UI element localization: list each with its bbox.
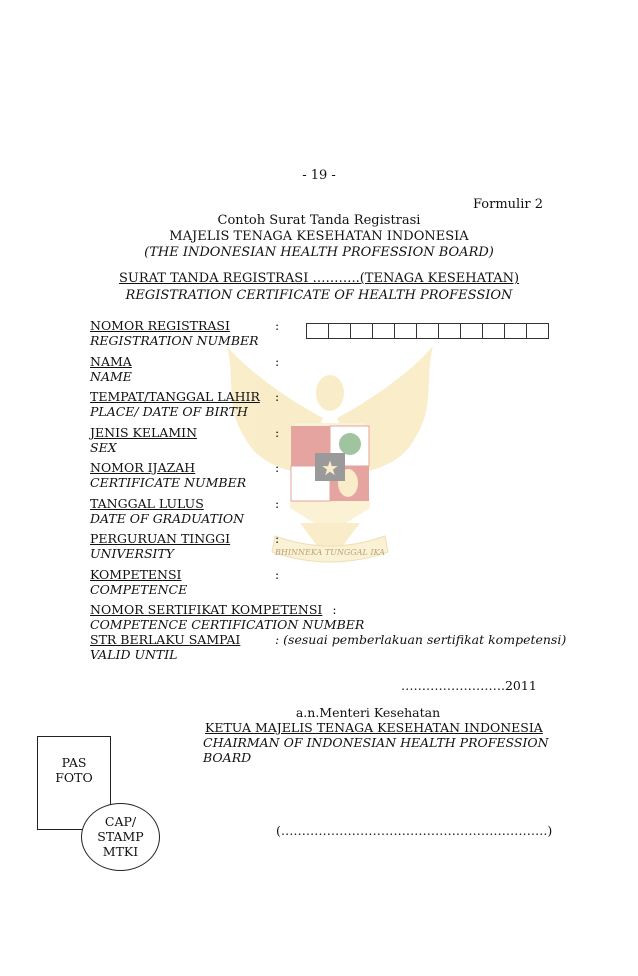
- digit-box[interactable]: [482, 323, 505, 339]
- digit-box[interactable]: [328, 323, 351, 339]
- photo-label-1: PAS: [61, 755, 87, 770]
- field-label: NOMOR IJAZAH: [90, 460, 196, 475]
- field-label: TEMPAT/TANGGAL LAHIR: [90, 389, 260, 404]
- field-colon: :: [275, 425, 280, 440]
- field-label: TANGGAL LULUS: [90, 496, 204, 511]
- field-label-en: COMPETENCE: [90, 582, 188, 597]
- field-colon: :: [275, 531, 280, 546]
- stamp-circle: [81, 803, 160, 871]
- certificate-title-en: REGISTRATION CERTIFICATE OF HEALTH PROFESSION: [125, 288, 513, 303]
- signatory-title-en-1: CHAIRMAN OF INDONESIAN HEALTH PROFESSION: [203, 735, 549, 750]
- field-label: PERGURUAN TINGGI: [90, 531, 231, 546]
- digit-box[interactable]: [504, 323, 527, 339]
- on-behalf: a.n.Menteri Kesehatan: [295, 705, 441, 720]
- field-label-en: SEX: [90, 440, 117, 455]
- validity-value: : (sesuai pemberlakuan sertifikat kompetensi): [275, 632, 567, 647]
- garuda-emblem-watermark: [205, 338, 455, 578]
- banyan-tree: [339, 433, 361, 455]
- date-line: …………………….2011: [401, 678, 537, 693]
- eagle-head: [316, 375, 344, 411]
- emblem-motto: BHINNEKA TUNGGAL IKA: [275, 548, 385, 557]
- digit-box[interactable]: [438, 323, 461, 339]
- validity-label: STR BERLAKU SAMPAI: [90, 632, 241, 647]
- photo-label-2: FOTO: [55, 770, 93, 785]
- stamp-label-3: MTKI: [102, 844, 139, 859]
- signatory-title: KETUA MAJELIS TENAGA KESEHATAN INDONESIA: [205, 720, 543, 735]
- competence-cert-label-en: COMPETENCE CERTIFICATION NUMBER: [90, 617, 365, 632]
- field-label-en: CERTIFICATE NUMBER: [90, 475, 247, 490]
- board-name-en: (THE INDONESIAN HEALTH PROFESSION BOARD): [144, 245, 494, 260]
- competence-cert-row: [90, 602, 337, 617]
- digit-box[interactable]: [372, 323, 395, 339]
- field-colon: :: [275, 496, 280, 511]
- field-label: KOMPETENSI: [90, 567, 182, 582]
- field-label-en: NAME: [90, 369, 132, 384]
- signatory-title-en-2: BOARD: [203, 750, 252, 765]
- digit-box[interactable]: [306, 323, 329, 339]
- digit-box[interactable]: [416, 323, 439, 339]
- field-label: NOMOR REGISTRASI: [90, 318, 230, 333]
- certificate-title: SURAT TANDA REGISTRASI ………..(TENAGA KESEHATAN): [118, 271, 520, 286]
- field-label-en: REGISTRATION NUMBER: [90, 333, 259, 348]
- example-title: Contoh Surat Tanda Registrasi: [217, 213, 421, 228]
- field-colon: :: [275, 460, 280, 475]
- field-colon: :: [275, 318, 280, 333]
- board-name: MAJELIS TENAGA KESEHATAN INDONESIA: [169, 229, 469, 244]
- field-label-en: DATE OF GRADUATION: [90, 511, 245, 526]
- field-label: JENIS KELAMIN: [90, 425, 198, 440]
- digit-box[interactable]: [394, 323, 417, 339]
- stamp-label-1: CAP/: [104, 814, 137, 829]
- field-colon: :: [275, 354, 280, 369]
- field-colon: :: [275, 389, 280, 404]
- stamp-label-2: STAMP: [97, 829, 144, 844]
- competence-cert-label: NOMOR SERTIFIKAT KOMPETENSI: [90, 602, 323, 617]
- digit-box[interactable]: [526, 323, 549, 339]
- registration-number-boxes[interactable]: [307, 323, 549, 339]
- signatory-name-line: (……………………………………………………….): [276, 823, 553, 838]
- validity-label-en: VALID UNTIL: [90, 647, 178, 662]
- digit-box[interactable]: [350, 323, 373, 339]
- field-colon: :: [275, 567, 280, 582]
- field-label: NAMA: [90, 354, 132, 369]
- page-number: - 19 -: [302, 168, 336, 183]
- form-label: Formulir 2: [473, 197, 543, 212]
- field-label-en: PLACE/ DATE OF BIRTH: [90, 404, 248, 419]
- field-label-en: UNIVERSITY: [90, 546, 175, 561]
- digit-box[interactable]: [460, 323, 483, 339]
- star: ★: [321, 456, 339, 480]
- competence-cert-colon: :: [332, 602, 337, 617]
